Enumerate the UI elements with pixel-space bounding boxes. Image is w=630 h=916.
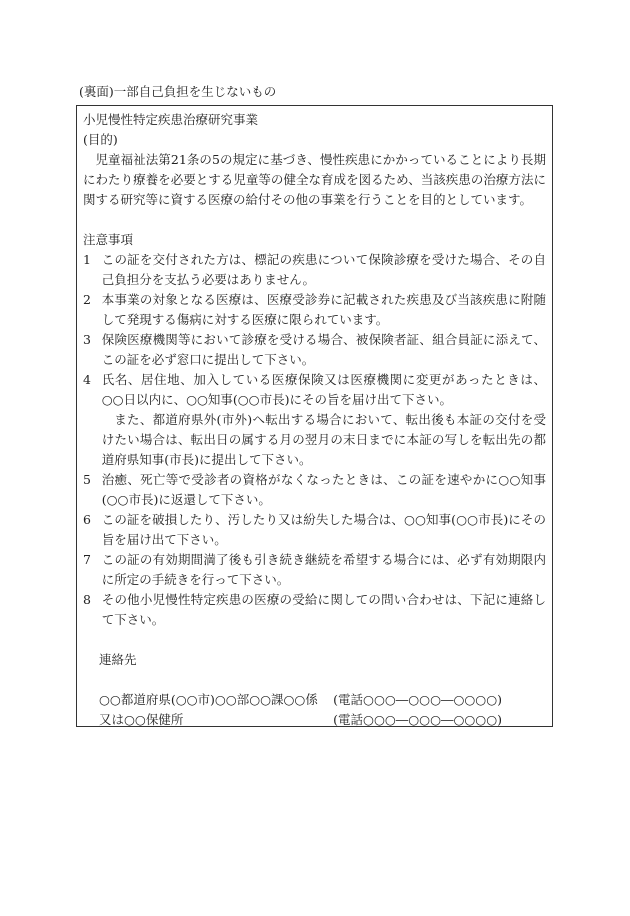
note-4-continuation: また、都道府県外(市外)へ転出する場合において、転出後も本証の交付を受けたい場合は、転出日の属する月の翌月の末日までに本証の写しを転出先の都道府県知事(市長)に提出して下さい。	[101, 412, 546, 467]
note-text: 本事業の対象となる医療は、医療受診券に記載された疾患及び当該疾患に附随して発現する傷病に対する医療に限られています。	[101, 292, 546, 327]
page-heading: (裏面)一部自己負担を生じないもの	[79, 84, 277, 99]
spacer	[83, 210, 546, 230]
contact-org: ○○都道府県(○○市)○○部○○課○○係	[99, 692, 318, 707]
note-item	[83, 510, 546, 550]
note-item	[83, 330, 546, 370]
notice-frame	[76, 105, 553, 727]
note-item	[83, 470, 546, 510]
note-number: 5	[83, 472, 91, 487]
contact-phone: (電話○○○―○○○―○○○○)	[333, 692, 502, 707]
purpose-text: 児童福祉法第21条の5の規定に基づき、慢性疾患にかかっていることにより長期にわたり療養を必要とする児童等の健全な育成を図るため、当該疾患の治療方法に関する研究等に資する医療の給付その他の事業を行うことを目的としています。	[83, 152, 546, 207]
note-item	[83, 370, 546, 410]
spacer	[83, 630, 546, 650]
note-text: 保険医療機関等において診療を受ける場合、被保険者証、組合員証に添えて、この証を必ず窓口に提出して下さい。	[101, 332, 546, 367]
note-number: 8	[83, 592, 91, 607]
note-text: 氏名、居住地、加入している医療保険又は医療機関に変更があったときは、○○日以内に、○○知事(○○市長)にその旨を届け出て下さい。	[101, 372, 546, 407]
note-number: 2	[83, 292, 91, 307]
contact-heading: 連絡先	[99, 652, 137, 667]
note-text: この証の有効期間満了後も引き続き継続を希望する場合には、必ず有効期限内に所定の手続きを行って下さい。	[101, 552, 546, 587]
note-text: この証を交付された方は、標記の疾患について保険診療を受けた場合、その自己負担分を支払う必要はありません。	[101, 252, 546, 287]
contact-row-health-center	[99, 710, 546, 727]
notes-heading: 注意事項	[83, 232, 134, 247]
note-number: 7	[83, 552, 91, 567]
note-item	[83, 250, 546, 290]
note-number: 1	[83, 252, 91, 267]
purpose-heading: (目的)	[83, 132, 118, 147]
contact-row-prefecture	[99, 690, 546, 710]
note-number: 4	[83, 372, 91, 387]
note-text: 治癒、死亡等で受診者の資格がなくなったときは、この証を速やかに○○知事(○○市長)に返還して下さい。	[101, 472, 546, 507]
note-number: 3	[83, 332, 91, 347]
note-item	[83, 590, 546, 630]
note-text: この証を破損したり、汚したり又は紛失した場合は、○○知事(○○市長)にその旨を届け出て下さい。	[101, 512, 546, 547]
spacer	[83, 670, 546, 690]
note-text: その他小児慢性特定疾患の医療の受給に関しての問い合わせは、下記に連絡して下さい。	[101, 592, 546, 627]
program-title: 小児慢性特定疾患治療研究事業	[83, 112, 259, 127]
note-item	[83, 550, 546, 590]
contact-org: 又は○○保健所	[99, 712, 184, 727]
note-item	[83, 290, 546, 330]
note-number: 6	[83, 512, 91, 527]
contact-phone: (電話○○○―○○○―○○○○)	[333, 712, 502, 727]
